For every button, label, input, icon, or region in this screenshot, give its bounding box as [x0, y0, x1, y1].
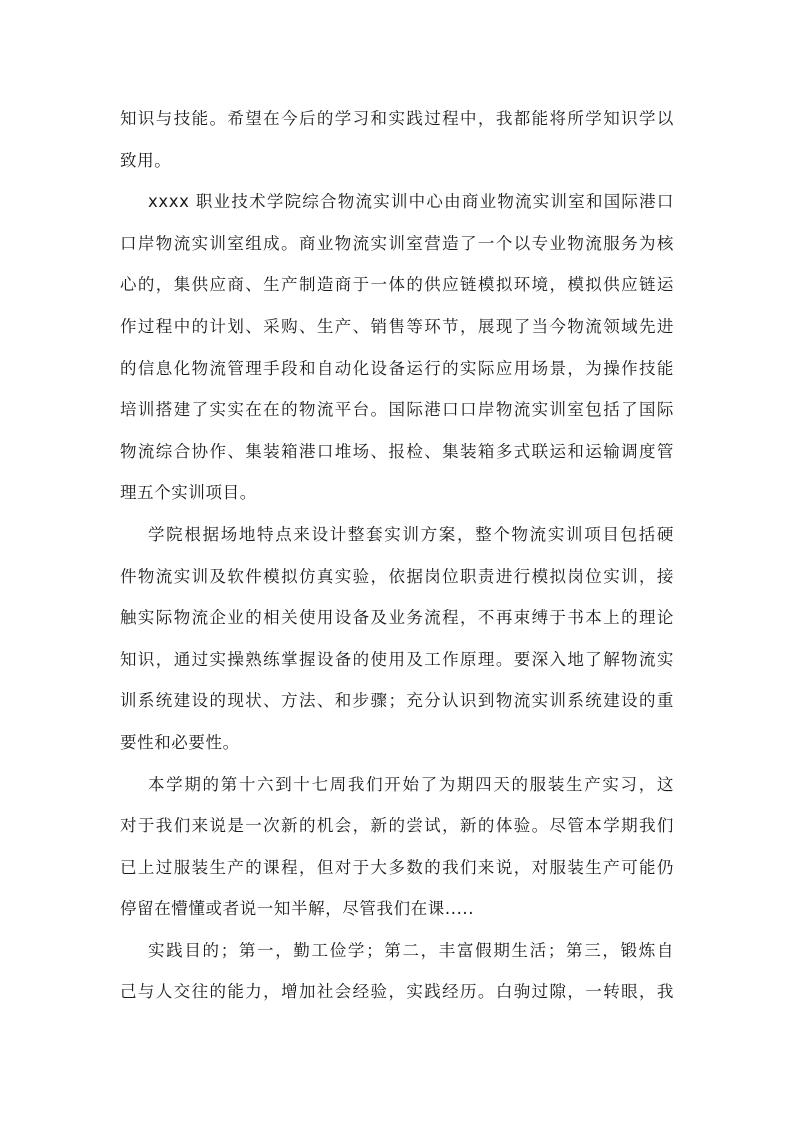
text-line: 对于我们来说是一次新的机会，新的尝试，新的体验。尽管本学期我们: [120, 816, 674, 836]
paragraph: [120, 764, 674, 930]
paragraph: [120, 514, 674, 764]
paragraph: [120, 930, 674, 1013]
text-line: 知识，通过实操熟练掌握设备的使用及工作原理。要深入地了解物流实: [120, 649, 674, 669]
text-line: 件物流实训及软件模拟仿真实验，依据岗位职责进行模拟岗位实训，接: [120, 566, 674, 586]
text-line: 本学期的第十六到十七周我们开始了为期四天的服装生产实习，这: [148, 774, 674, 794]
text-line: 物流综合协作、集装箱港口堆场、报检、集装箱多式联运和运输调度管: [120, 441, 674, 461]
text-line: 口岸物流实训室组成。商业物流实训室营造了一个以专业物流服务为核: [120, 233, 674, 253]
text-line: 停留在懵懂或者说一知半解，尽管我们在课.....: [120, 899, 475, 919]
text-line: 培训搭建了实实在在的物流平台。国际港口口岸物流实训室包括了国际: [120, 400, 674, 420]
text-line: 训系统建设的现状、方法、和步骤；充分认识到物流实训系统建设的重: [120, 691, 674, 711]
paragraph: [120, 181, 674, 514]
text-line: 已上过服装生产的课程，但对于大多数的我们来说，对服装生产可能仍: [120, 857, 674, 877]
paragraph: [120, 98, 674, 181]
text-line: 触实际物流企业的相关使用设备及业务流程，不再束缚于书本上的理论: [120, 608, 674, 628]
text-line: 己与人交往的能力，增加社会经验，实践经历。白驹过隙，一转眼，我: [120, 982, 674, 1002]
text-line: 要性和必要性。: [120, 732, 240, 752]
text-line: 理五个实训项目。: [120, 483, 257, 503]
document-body: [120, 98, 674, 1013]
text-line: 实践目的；第一，勤工俭学；第二，丰富假期生活；第三，锻炼自: [148, 940, 674, 960]
text-line: 的信息化物流管理手段和自动化设备运行的实际应用场景，为操作技能: [120, 358, 674, 378]
text-line: xxxx 职业技术学院综合物流实训中心由商业物流实训室和国际港口: [148, 192, 674, 212]
text-line: 致用。: [120, 150, 172, 170]
text-line: 作过程中的计划、采购、生产、销售等环节，展现了当今物流领域先进: [120, 316, 674, 336]
text-line: 学院根据场地特点来设计整套实训方案，整个物流实训项目包括硬: [148, 524, 674, 544]
text-line: 心的，集供应商、生产制造商于一体的供应链模拟环境，模拟供应链运: [120, 275, 674, 295]
text-line: 知识与技能。希望在今后的学习和实践过程中，我都能将所学知识学以: [120, 109, 674, 128]
